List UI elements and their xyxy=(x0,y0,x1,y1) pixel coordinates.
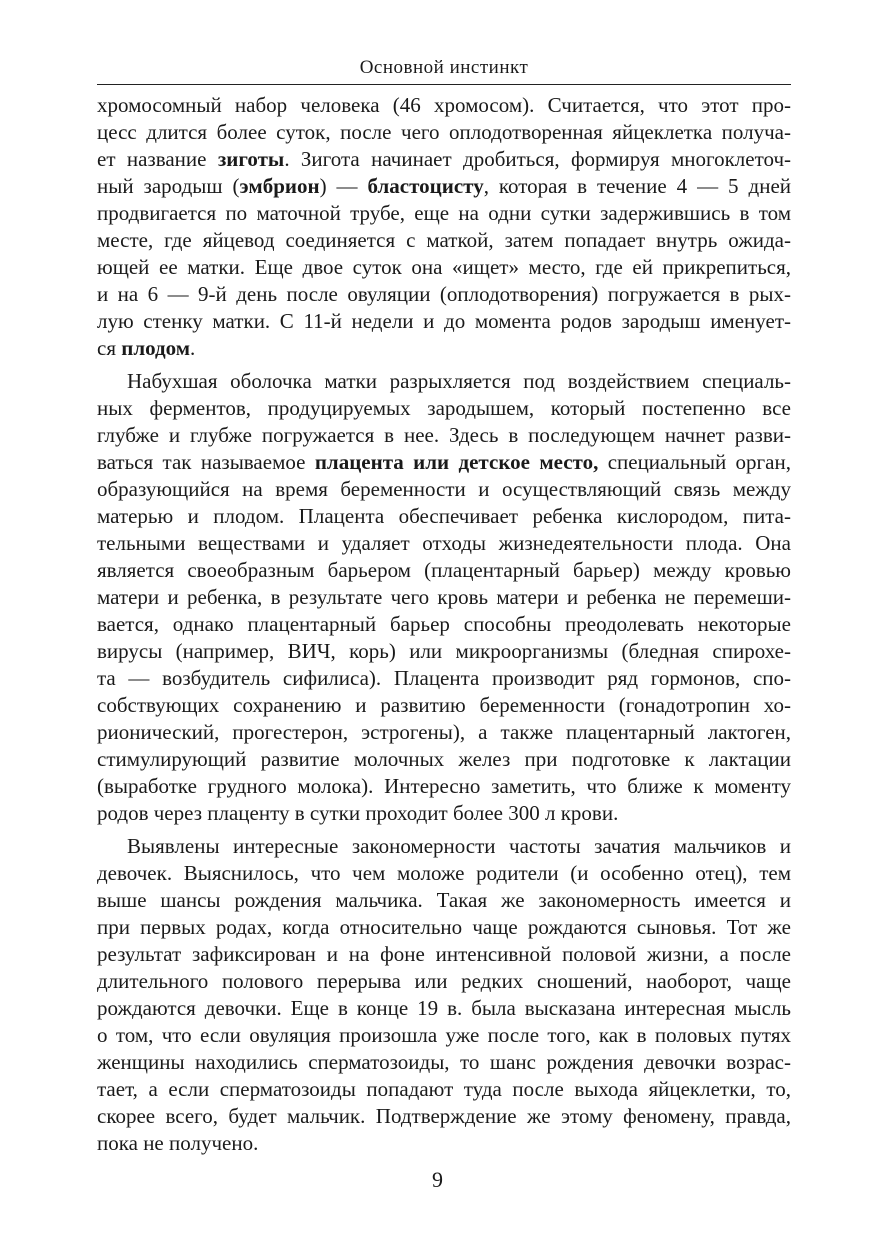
page-number: 9 xyxy=(432,1167,443,1192)
text-line: родов через плаценту в сутки проходит более 300 л крови. xyxy=(97,801,619,825)
text-line: хромосомный набор человека (46 хромосом). Считается, что этот про- xyxy=(97,93,791,117)
text-line: рождаются девочки. Еще в конце 19 в. была высказана интересная мысль xyxy=(97,996,791,1020)
text-line: месте, где яйцевод соединяется с маткой, затем попадает внутрь ожида- xyxy=(97,228,791,252)
paragraph-3 xyxy=(97,833,791,1157)
text-line: девочек. Выяснилось, что чем моложе родители (и особенно отец), тем xyxy=(97,861,791,885)
text-line: тельными веществами и удаляет отходы жизнедеятельности плода. Она xyxy=(97,531,791,555)
paragraph-1 xyxy=(97,92,791,362)
bold-term: бластоцисту xyxy=(367,174,484,198)
text-line: рионический, прогестерон, эстрогены), а также плацентарный лактоген, xyxy=(97,720,791,744)
text-line: пока не получено. xyxy=(97,1131,259,1155)
header-rule xyxy=(97,84,791,85)
text-line: результат зафиксирован и на фоне интенсивной половой жизни, а после xyxy=(97,942,791,966)
text-line: о том, что если овуляция произошла уже после того, как в половых путях xyxy=(97,1023,791,1047)
text-line: матери и ребенка, в результате чего кровь матери и ребенка не перемеши- xyxy=(97,585,791,609)
body-text xyxy=(97,92,791,1157)
text-line: образующийся на время беременности и осуществляющий связь между xyxy=(97,477,791,501)
text-line: лую стенку матки. С 11-й недели и до момента родов зародыш именует- xyxy=(97,309,791,333)
bold-term: эмбрион xyxy=(239,174,320,198)
text-line: ный зародыш (эмбрион) — бластоцисту, которая в течение 4 — 5 дней xyxy=(97,174,792,198)
text-line: матерью и плодом. Плацента обеспечивает ребенка кислородом, пита- xyxy=(97,504,791,528)
text-line: Выявлены интересные закономерности частоты зачатия мальчиков и xyxy=(127,834,791,858)
text-line: Набухшая оболочка матки разрыхляется под воздействием специаль- xyxy=(127,369,791,393)
running-title: Основной инстинкт xyxy=(359,57,529,78)
text-line: длительного полового перерыва или редких сношений, наоборот, чаще xyxy=(97,969,791,993)
text-line: ющей ее матки. Еще двое суток она «ищет» место, где ей прикрепиться, xyxy=(97,255,791,279)
text-line: та — возбудитель сифилиса). Плацента производит ряд гормонов, спо- xyxy=(97,666,791,690)
text-line: женщины находились сперматозоиды, то шанс рождения девочки возрас- xyxy=(97,1050,791,1074)
text-line: и на 6 — 9-й день после овуляции (оплодотворения) погружается в рых- xyxy=(97,282,791,306)
text-line: глубже и глубже погружается в нее. Здесь в последующем начнет разви- xyxy=(97,423,791,447)
bold-term: зиготы xyxy=(217,147,285,171)
text-line: вается, однако плацентарный барьер способны преодолевать некоторые xyxy=(97,612,791,636)
text-line: собствующих сохранению и развитию беременности (гонадотропин хо- xyxy=(97,693,791,717)
text-line: стимулирующий развитие молочных желез при подготовке к лактации xyxy=(97,747,791,771)
text-line: цесс длится более суток, после чего оплодотворенная яйцеклетка получа- xyxy=(97,120,791,144)
text-line: вирусы (например, ВИЧ, корь) или микроорганизмы (бледная спирохе- xyxy=(97,639,791,663)
text-line: ных ферментов, продуцируемых зародышем, который постепенно все xyxy=(97,396,791,420)
text-line: ет название зиготы. Зигота начинает дробиться, формируя многоклеточ- xyxy=(97,147,792,171)
text-line: ваться так называемое плацента или детское место, специальный орган, xyxy=(97,450,791,474)
text-line: продвигается по маточной трубе, еще на одни сутки задержившись в том xyxy=(97,201,791,225)
text-line: тает, а если сперматозоиды попадают туда после выхода яйцеклетки, то, xyxy=(97,1077,791,1101)
text-line: ся плодом. xyxy=(97,336,196,360)
bold-term: плацента или детское место, xyxy=(314,450,599,474)
bold-term: плодом xyxy=(121,336,191,360)
text-line: скорее всего, будет мальчик. Подтверждение же этому феномену, правда, xyxy=(97,1104,791,1128)
text-line: (выработке грудного молока). Интересно заметить, что ближе к моменту xyxy=(97,774,791,798)
paragraph-2 xyxy=(97,368,791,827)
text-line: является своеобразным барьером (плацентарный барьер) между кровью xyxy=(97,558,791,582)
text-line: выше шансы рождения мальчика. Такая же закономерность имеется и xyxy=(97,888,791,912)
text-line: при первых родах, когда относительно чаще рождаются сыновья. Тот же xyxy=(97,915,791,939)
